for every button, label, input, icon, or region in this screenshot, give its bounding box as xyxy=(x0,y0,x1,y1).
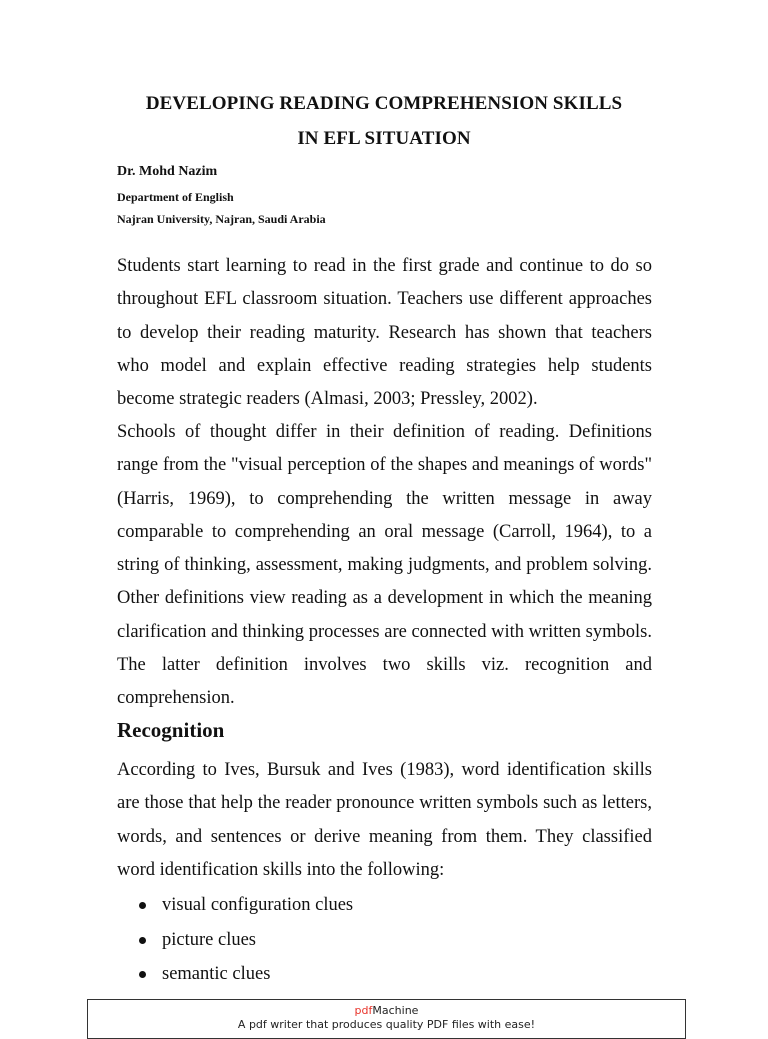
bullet-dot-icon xyxy=(139,937,146,944)
bullet-item xyxy=(117,923,353,958)
brand-machine-text: Machine xyxy=(372,1004,419,1017)
paragraph-intro: Students start learning to read in the first grade and continue to do so throughout EFL classroom situation. Teachers use different approaches to develop their reading maturity. Research has shown that teachers who model and explain effective reading strategies help students become strategic readers (Almasi, 2003; Pressley, 2002). xyxy=(117,256,652,410)
author-institution: Najran University, Najran, Saudi Arabia xyxy=(117,212,326,226)
bullet-dot-icon xyxy=(139,902,146,909)
bullet-text: visual configuration clues xyxy=(162,895,354,915)
author-name: Dr. Mohd Nazim xyxy=(117,164,218,179)
bullet-text: picture clues xyxy=(162,929,256,950)
bullet-item xyxy=(117,957,353,992)
paper-title-line-1: DEVELOPING READING COMPREHENSION SKILLS xyxy=(145,93,623,114)
pdfmachine-footer xyxy=(87,999,686,1039)
paragraph-recognition: According to Ives, Bursuk and Ives (1983), word identification skills are those that help the reader pronounce written symbols such as letters, words, and sentences or derive meaning from them. They classified word identification skills into the following: xyxy=(117,760,652,880)
bullet-item xyxy=(117,888,353,923)
bullet-list xyxy=(117,888,353,992)
paper-title-line-2: IN EFL SITUATION xyxy=(297,128,471,149)
bullet-dot-icon xyxy=(139,971,146,978)
author-department: Department of English xyxy=(117,190,234,204)
bullet-text: semantic clues xyxy=(162,964,271,985)
footer-tagline: A pdf writer that produces quality PDF files with ease! xyxy=(237,1018,536,1031)
paragraph-definitions: Schools of thought differ in their definition of reading. Definitions range from the "visual perception of the shapes and meanings of words" (Harris, 1969), to comprehending the written message in away comparable to comprehending an oral message (Carroll, 1964), to a string of thinking, assessment, making judgments, and problem solving. Other definitions view reading as a development in which the meaning clarification and thinking processes are connected with written symbols. The latter definition involves two skills viz. recognition and comprehension. xyxy=(117,422,652,709)
footer-brand xyxy=(88,1004,685,1018)
brand-pdf-text: pdf xyxy=(354,1004,373,1017)
section-heading-recognition: Recognition xyxy=(117,718,225,742)
